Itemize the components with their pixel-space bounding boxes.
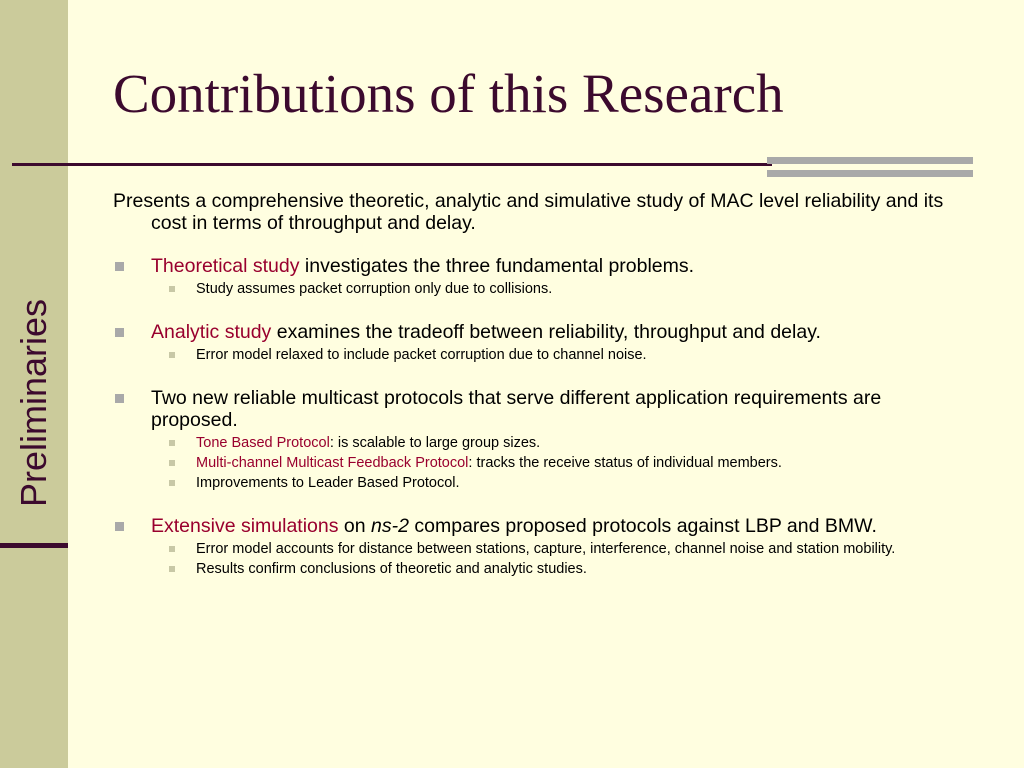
bullet-text: Two new reliable multicast protocols that serve different application requirements are proposed. — [151, 387, 882, 431]
accent-bar-bottom — [767, 170, 973, 177]
sub-bullet-text: : is scalable to large group sizes. — [329, 435, 541, 451]
sub-bullet-item — [113, 542, 973, 557]
highlight-text: Extensive simulations — [151, 515, 339, 537]
square-bullet-icon — [169, 546, 175, 552]
slide-title: Contributions of this Research — [113, 63, 784, 124]
bullet-text: investigates the three fundamental problems. — [299, 255, 695, 277]
sidebar-marker — [0, 543, 68, 548]
square-bullet-icon — [115, 394, 124, 403]
sub-bullet-text: Study assumes packet corruption only due to collisions. — [196, 281, 553, 297]
sub-bullet-item — [113, 282, 973, 297]
sub-bullet-item — [113, 456, 973, 471]
group-theoretical — [113, 255, 973, 297]
bullet-text: examines the tradeoff between reliability, throughput and delay. — [271, 321, 821, 343]
square-bullet-icon — [169, 286, 175, 292]
title-rule — [12, 163, 772, 166]
section-label: Preliminaries — [13, 298, 54, 508]
sub-bullet-item — [113, 436, 973, 451]
sub-bullet-text: Results confirm conclusions of theoretic and analytic studies. — [196, 561, 587, 577]
intro-paragraph: Presents a comprehensive theoretic, analytic and simulative study of MAC level reliability and its cost in terms of throughput and delay. — [113, 190, 944, 234]
bullet-item — [113, 321, 973, 343]
group-analytic — [113, 321, 973, 363]
slide-body — [113, 190, 973, 601]
square-bullet-icon — [169, 480, 175, 486]
sub-bullet-text: : tracks the receive status of individual members. — [468, 455, 782, 471]
sub-bullet-text: Improvements to Leader Based Protocol. — [196, 475, 460, 491]
bullet-item — [113, 387, 973, 431]
italic-text: ns-2 — [371, 515, 409, 537]
highlight-text: Tone Based Protocol — [196, 435, 330, 451]
bullet-item — [113, 255, 973, 277]
square-bullet-icon — [169, 352, 175, 358]
bullet-text: compares proposed protocols against LBP and BMW. — [408, 515, 877, 537]
accent-bar-top — [767, 157, 973, 164]
square-bullet-icon — [169, 566, 175, 572]
highlight-text: Multi-channel Multicast Feedback Protocol — [196, 455, 469, 471]
bullet-item — [113, 515, 973, 537]
sub-bullet-text: Error model relaxed to include packet corruption due to channel noise. — [196, 347, 647, 363]
sub-bullet-item — [113, 562, 973, 577]
sidebar — [0, 0, 68, 768]
square-bullet-icon — [169, 440, 175, 446]
sub-bullet-text: Error model accounts for distance between stations, capture, interference, channel noise and station mobility. — [196, 541, 896, 557]
square-bullet-icon — [115, 262, 124, 271]
highlight-text: Theoretical study — [151, 255, 300, 277]
square-bullet-icon — [169, 460, 175, 466]
group-protocols — [113, 387, 973, 491]
group-simulations — [113, 515, 973, 577]
square-bullet-icon — [115, 328, 124, 337]
square-bullet-icon — [115, 522, 124, 531]
highlight-text: Analytic study — [151, 321, 272, 343]
sub-bullet-item — [113, 348, 973, 363]
bullet-text: on — [338, 515, 372, 537]
sub-bullet-item — [113, 476, 973, 491]
